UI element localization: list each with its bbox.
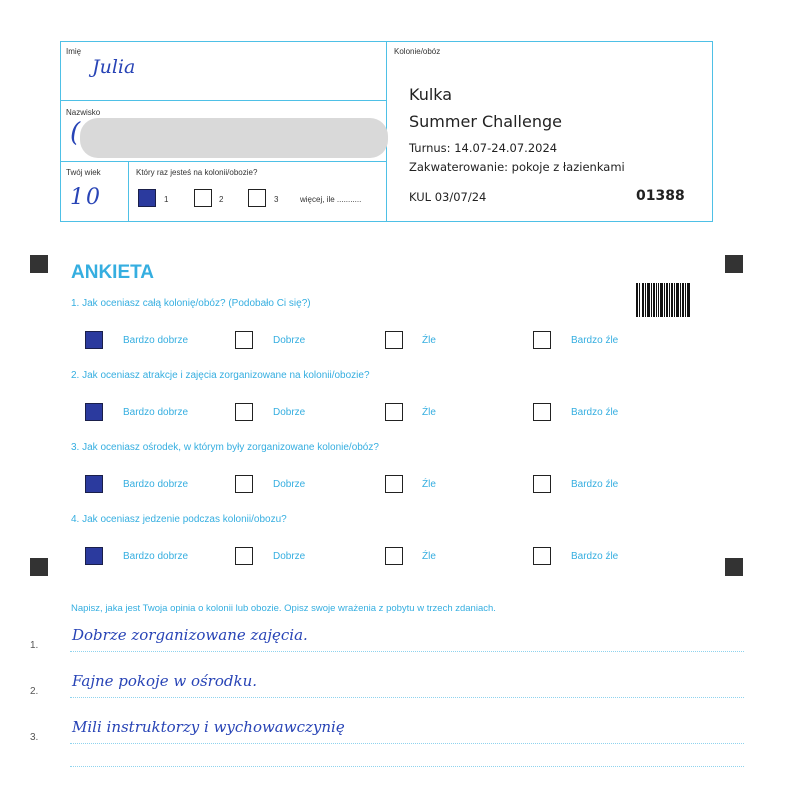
question-3-option-3-label: Źle <box>422 479 436 490</box>
imie-value[interactable]: Julia <box>92 56 136 78</box>
question-3-option-1-label: Bardzo dobrze <box>123 479 189 490</box>
survey-title: ANKIETA <box>71 262 155 283</box>
kolonia-program: Summer Challenge <box>409 112 562 131</box>
question-1-option-1-label: Bardzo dobrze <box>123 335 189 346</box>
question-3-option-2-checkbox[interactable] <box>235 475 253 493</box>
kolonia-name: Kulka <box>409 85 453 104</box>
zakwaterowanie: Zakwaterowanie: pokoje z łazienkami <box>409 160 625 174</box>
question-3-text: 3. Jak oceniasz ośrodek, w którym były zorganizowane kolonie/obóz? <box>71 442 379 453</box>
question-2-option-2-label: Dobrze <box>273 407 306 418</box>
wiek-value[interactable]: 10 <box>70 185 102 210</box>
ktory-raz-label: Który raz jesteś na kolonii/obozie? <box>136 168 258 177</box>
ktory-raz-option-1-checkbox[interactable] <box>138 189 156 207</box>
opinion-line-number: 1. <box>30 640 39 651</box>
wiek-label: Twój wiek <box>66 168 101 177</box>
question-1-option-3-label: Źle <box>422 335 436 346</box>
question-1-option-3-checkbox[interactable] <box>385 331 403 349</box>
kolonia-label: Kolonie/obóz <box>394 47 441 56</box>
opinion-answer-line <box>70 650 744 652</box>
form-number: 01388 <box>636 188 685 204</box>
question-1-option-2-checkbox[interactable] <box>235 331 253 349</box>
ktory-raz-option-3-label: 3 <box>274 195 279 204</box>
question-3-option-4-checkbox[interactable] <box>533 475 551 493</box>
question-4-option-1-checkbox[interactable] <box>85 547 103 565</box>
question-3-option-1-checkbox[interactable] <box>85 475 103 493</box>
question-2-option-4-checkbox[interactable] <box>533 403 551 421</box>
ktory-raz-option-more-label: więcej, ile ........... <box>300 195 362 204</box>
opinion-line-number: 3. <box>30 732 39 743</box>
turnus: Turnus: 14.07-24.07.2024 <box>409 141 558 155</box>
ktory-raz-option-2-label: 2 <box>219 195 224 204</box>
ktory-raz-option-2-checkbox[interactable] <box>194 189 212 207</box>
question-2-option-3-checkbox[interactable] <box>385 403 403 421</box>
opinion-answer-line <box>70 742 744 744</box>
opinion-answer-line <box>70 696 744 698</box>
registration-marker-icon <box>30 558 48 576</box>
opinion-answer-line <box>70 765 744 767</box>
opinion-answer-text[interactable]: Mili instruktorzy i wychowawczynię <box>72 718 345 736</box>
barcode-icon <box>636 283 690 317</box>
question-2-option-2-checkbox[interactable] <box>235 403 253 421</box>
question-1-text: 1. Jak oceniasz całą kolonię/obóz? (Podobało Ci się?) <box>71 298 311 309</box>
header-line <box>60 161 387 162</box>
question-4-option-3-checkbox[interactable] <box>385 547 403 565</box>
opinion-prompt: Napisz, jaka jest Twoja opinia o kolonii lub obozie. Opisz swoje wrażenia z pobytu w trzech zdaniach. <box>71 603 496 614</box>
question-4-option-4-label: Bardzo źle <box>571 551 619 562</box>
question-1-option-2-label: Dobrze <box>273 335 306 346</box>
question-2-option-1-checkbox[interactable] <box>85 403 103 421</box>
opinion-answer-text[interactable]: Fajne pokoje w ośrodku. <box>72 672 257 690</box>
question-2-option-4-label: Bardzo źle <box>571 407 619 418</box>
question-3-option-4-label: Bardzo źle <box>571 479 619 490</box>
code: KUL 03/07/24 <box>409 190 487 204</box>
ktory-raz-option-3-checkbox[interactable] <box>248 189 266 207</box>
question-4-option-2-checkbox[interactable] <box>235 547 253 565</box>
question-4-option-4-checkbox[interactable] <box>533 547 551 565</box>
question-4-text: 4. Jak oceniasz jedzenie podczas kolonii/obozu? <box>71 514 287 525</box>
nazwisko-redaction <box>80 118 388 158</box>
opinion-line-number: 2. <box>30 686 39 697</box>
header-line <box>60 100 387 101</box>
question-4-option-3-label: Źle <box>422 551 436 562</box>
ktory-raz-option-1-label: 1 <box>164 195 169 204</box>
question-2-option-3-label: Źle <box>422 407 436 418</box>
question-1-option-1-checkbox[interactable] <box>85 331 103 349</box>
question-2-option-1-label: Bardzo dobrze <box>123 407 189 418</box>
nazwisko-label: Nazwisko <box>66 108 101 117</box>
question-1-option-4-checkbox[interactable] <box>533 331 551 349</box>
question-4-option-1-label: Bardzo dobrze <box>123 551 189 562</box>
imie-label: Imię <box>66 47 82 56</box>
registration-marker-icon <box>30 255 48 273</box>
registration-marker-icon <box>725 255 743 273</box>
question-4-option-2-label: Dobrze <box>273 551 306 562</box>
nazwisko-initial: ( <box>70 118 81 148</box>
opinion-answer-text[interactable]: Dobrze zorganizowane zajęcia. <box>72 626 308 644</box>
question-3-option-2-label: Dobrze <box>273 479 306 490</box>
registration-marker-icon <box>725 558 743 576</box>
question-2-text: 2. Jak oceniasz atrakcje i zajęcia zorganizowane na kolonii/obozie? <box>71 370 370 381</box>
question-1-option-4-label: Bardzo źle <box>571 335 619 346</box>
header-line <box>128 161 129 221</box>
question-3-option-3-checkbox[interactable] <box>385 475 403 493</box>
